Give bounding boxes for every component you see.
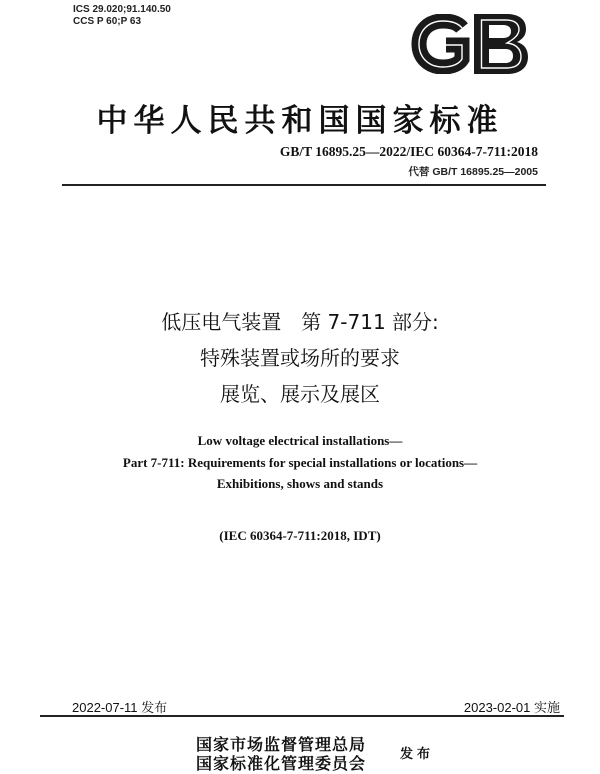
replaces-standard: 代替 GB/T 16895.25—2005 xyxy=(408,166,538,178)
standard-number: GB/T 16895.25—2022/IEC 60364-7-711:2018 xyxy=(279,144,538,159)
ccs-code: CCS P 60;P 63 xyxy=(73,16,142,27)
title-en-line-1: Low voltage electrical installations— xyxy=(197,433,403,448)
publish-label: 发布 xyxy=(400,747,435,762)
title-cn-line-1: 低压电气装置 第 7-711 部分: xyxy=(161,310,439,334)
effective-date: 2023-02-01 实施 xyxy=(463,700,560,715)
title-cn-line-3: 展览、展示及展区 xyxy=(220,382,380,406)
ics-code: ICS 29.020;91.140.50 xyxy=(73,4,171,15)
national-standard-title: 中华人民共和国国家标准 xyxy=(96,103,504,139)
issuer-line-2: 国家标准化管理委员会 xyxy=(196,754,367,773)
title-en-line-3: Exhibitions, shows and stands xyxy=(216,476,384,491)
header-divider xyxy=(62,184,546,186)
equivalence-note: (IEC 60364-7-711:2018, IDT) xyxy=(219,528,381,543)
issue-date: 2022-07-11 发布 xyxy=(72,700,168,715)
issuer-line-1: 国家市场监督管理总局 xyxy=(196,735,367,754)
footer-divider xyxy=(40,715,564,717)
gb-logo-icon xyxy=(410,14,528,74)
title-en-line-2: Part 7-711: Requirements for special installations or locations— xyxy=(122,455,478,470)
title-cn-line-2: 特殊装置或场所的要求 xyxy=(200,346,400,370)
classification-codes xyxy=(73,4,171,28)
